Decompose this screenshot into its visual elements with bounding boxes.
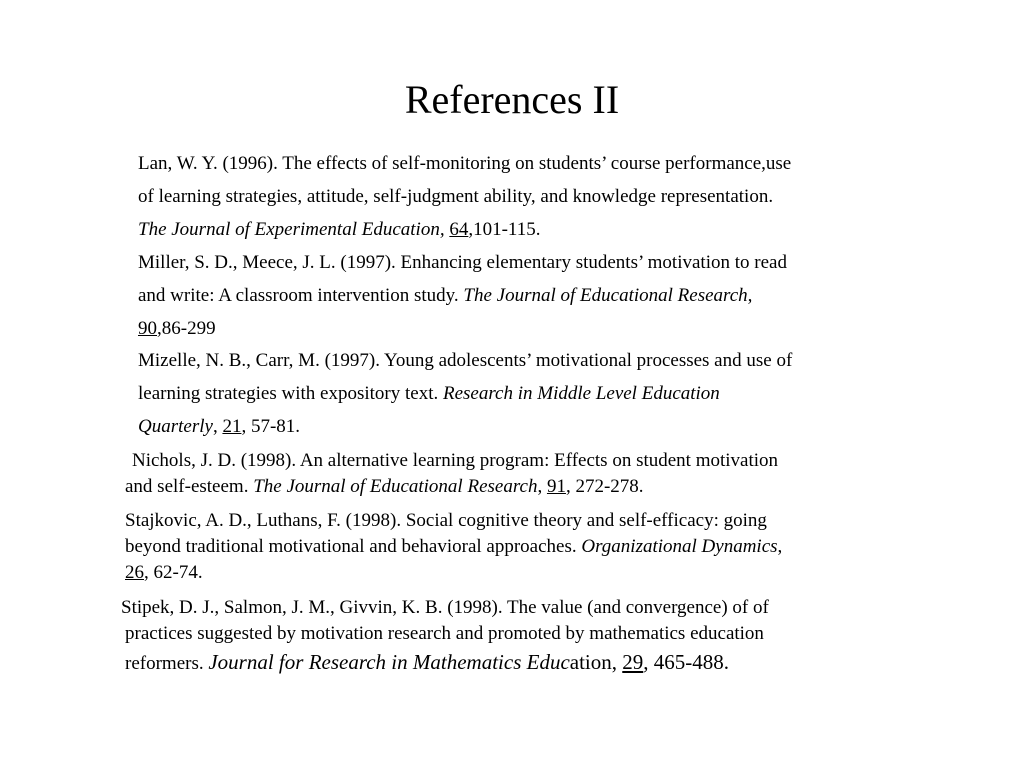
journal-title: Journal for Research in Mathematics Educ (208, 650, 570, 674)
reference-text: Stajkovic, A. D., Luthans, F. (1998). Social cognitive theory and self-efficacy: going (125, 510, 767, 531)
reference-text: of learning strategies, attitude, self-judgment ability, and knowledge representation. (138, 186, 774, 207)
reference-text: practices suggested by motivation research and promoted by mathematics education (125, 623, 764, 644)
reference-line (125, 475, 644, 499)
reference-text: Nichols, J. D. (1998). An alternative learning program: Effects on student motivation (132, 450, 779, 471)
reference-line (138, 152, 791, 176)
reference-line (138, 284, 752, 308)
reference-line (132, 449, 778, 473)
reference-text: Miller, S. D., Meece, J. L. (1997). Enhancing elementary students’ motivation to read (138, 252, 787, 273)
reference-text: Stipek, D. J., Salmon, J. M., Givvin, K. B. (1998). The value (and convergence) of of (121, 597, 769, 618)
reference-text: , (777, 536, 783, 557)
reference-text: and write: A classroom intervention study. (138, 285, 464, 306)
reference-text: reformers. (125, 653, 209, 674)
reference-text: learning strategies with expository text. (138, 383, 443, 404)
reference-text: , 272-278. (565, 476, 644, 497)
reference-line (138, 382, 720, 406)
reference-text: ation, (569, 650, 623, 674)
reference-text: , 62-74. (144, 562, 203, 583)
journal-title: The Journal of Educational Research (253, 476, 538, 497)
reference-line (138, 415, 300, 439)
journal-title: Organizational Dynamics (581, 536, 778, 557)
reference-line (138, 251, 787, 275)
reference-line (138, 349, 792, 373)
volume-number: 64 (449, 219, 469, 240)
volume-number: 21 (222, 416, 242, 437)
journal-title: The Journal of Experimental Education, (138, 219, 445, 240)
reference-text: , 57-81. (241, 416, 301, 437)
slide-title: References II (404, 77, 620, 122)
reference-line (125, 622, 764, 646)
reference-line (138, 317, 216, 341)
volume-number: 29 (622, 650, 644, 674)
reference-text: Mizelle, N. B., Carr, M. (1997). Young adolescents’ motivational processes and use of (138, 350, 793, 371)
journal-title: The Journal of Educational Research, (463, 285, 753, 306)
reference-line (125, 509, 767, 533)
reference-line (125, 561, 203, 585)
reference-text: and self-esteem. (125, 476, 254, 497)
volume-number: 90 (138, 318, 157, 339)
reference-text: Lan, W. Y. (1996). The effects of self-monitoring on students’ course performance,use (138, 153, 792, 174)
reference-line (125, 535, 782, 559)
reference-text: , 465-488. (643, 650, 730, 674)
reference-line (121, 596, 769, 620)
reference-text: , (537, 476, 547, 497)
reference-line (125, 650, 729, 676)
reference-text: beyond traditional motivational and behavioral approaches. (125, 536, 582, 557)
volume-number: 26 (125, 562, 144, 583)
reference-text: ,86-299 (157, 318, 216, 339)
volume-number: 91 (546, 476, 566, 497)
reference-text: , (212, 416, 223, 437)
reference-line (138, 185, 773, 209)
reference-text: ,101-115. (468, 219, 541, 240)
journal-title: Research in Middle Level Education (442, 383, 720, 404)
journal-title: Quarterly (138, 416, 213, 437)
reference-line (138, 218, 540, 242)
